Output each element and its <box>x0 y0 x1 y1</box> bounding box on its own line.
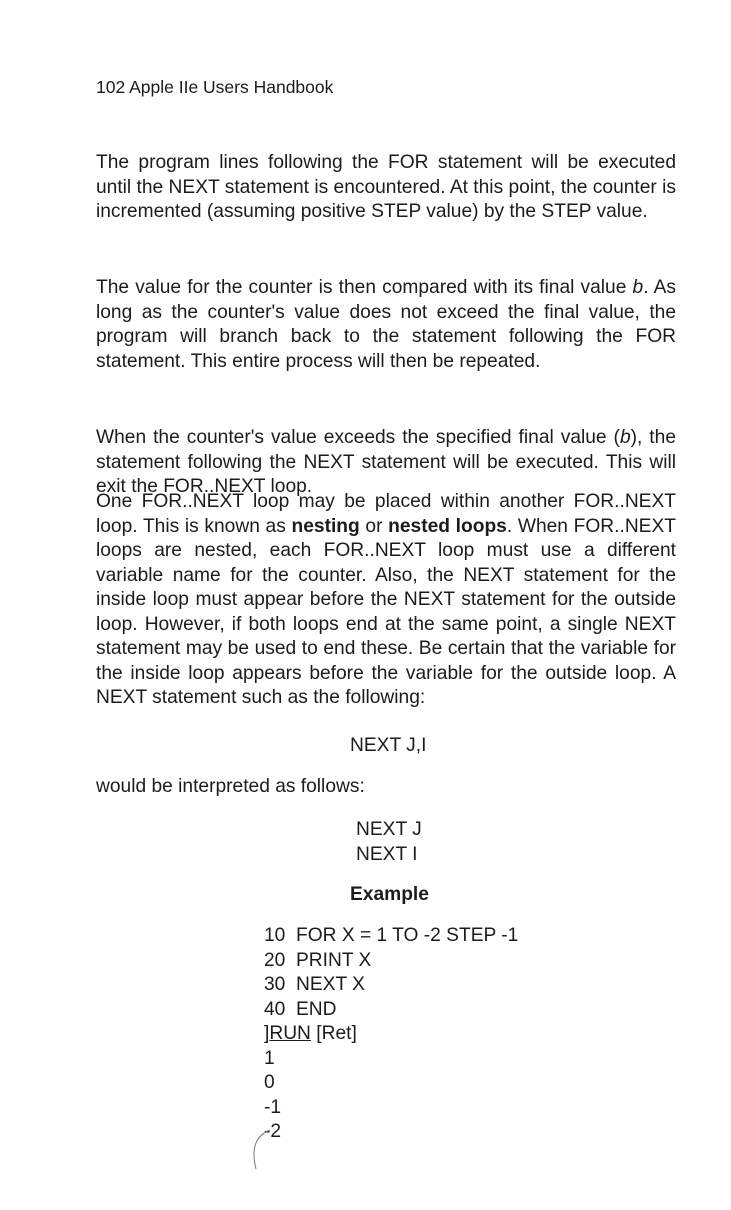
code-line: 10 FOR X = 1 TO -2 STEP -1 <box>264 925 519 946</box>
variable-b: b <box>632 277 644 298</box>
run-prompt: ] <box>264 1023 270 1044</box>
paragraph-nested-loops <box>96 490 676 711</box>
paragraph-text: When the counter's value exceeds the specified final value ( <box>96 427 620 448</box>
paragraph-text: would be interpreted as follows: <box>96 776 365 797</box>
paragraph-text: . As long as the counter's value does not exceed the final value, the program will branch back to the statement following the FOR statement. This entire process will then be repeated. <box>96 277 677 372</box>
example-heading: Example <box>350 884 429 905</box>
paragraph-interpreted <box>96 775 676 800</box>
output-line: -1 <box>264 1096 282 1118</box>
statement-next-ji: NEXT J,I <box>350 735 427 756</box>
term-nested-loops: nested loops <box>388 515 507 537</box>
paragraph-text: . When FOR..NEXT loops are nested, each FOR..NEXT loop must use a different variable name for the counter. Also, the NEXT statement for the inside loop must appear before the NEXT statement for the outside loop. However, if both loops end at the same point, a single NEXT statement may be used to end these. Be certain that the variable for the inside loop appears before the variable for the outside loop. A NEXT statement such as the following: <box>96 515 676 708</box>
paragraph-text: The value for the counter is then compared with its final value <box>96 277 633 298</box>
output-line: 1 <box>264 1047 275 1069</box>
run-line <box>264 1022 518 1047</box>
term-nesting: nesting <box>291 515 360 537</box>
statement-next-i: NEXT I <box>356 844 418 865</box>
statement-next-j: NEXT J <box>356 819 422 840</box>
run-command: RUN <box>269 1023 311 1044</box>
paragraph-text: The program lines following the FOR statement will be executed until the NEXT statement is encountered. At this point, the counter is incremented (assuming positive STEP value) by the STEP value. <box>96 152 676 222</box>
output-line: 0 <box>264 1072 275 1093</box>
paragraph-text: or <box>359 515 389 537</box>
variable-b: b <box>619 427 631 448</box>
paragraph-text: ), the statement following the NEXT statement will be executed. This will exit the FOR..NEXT loop. <box>96 427 676 497</box>
pencil-mark-icon <box>246 1128 276 1170</box>
paragraph-loop-exit <box>96 426 676 500</box>
running-head: 102 Apple IIe Users Handbook <box>96 77 334 97</box>
code-line: 20 PRINT X <box>264 949 372 971</box>
output-line: -2 <box>264 1121 282 1142</box>
paragraph-for-execution <box>96 151 676 225</box>
paragraph-counter-compare <box>96 276 676 374</box>
code-line: 40 END <box>264 998 337 1020</box>
paragraph-text: One FOR..NEXT loop may be placed within another FOR..NEXT loop. This is known as <box>96 491 676 537</box>
code-listing <box>264 924 518 1145</box>
code-line: 30 NEXT X <box>264 974 365 995</box>
run-key: [Ret] <box>310 1023 357 1044</box>
